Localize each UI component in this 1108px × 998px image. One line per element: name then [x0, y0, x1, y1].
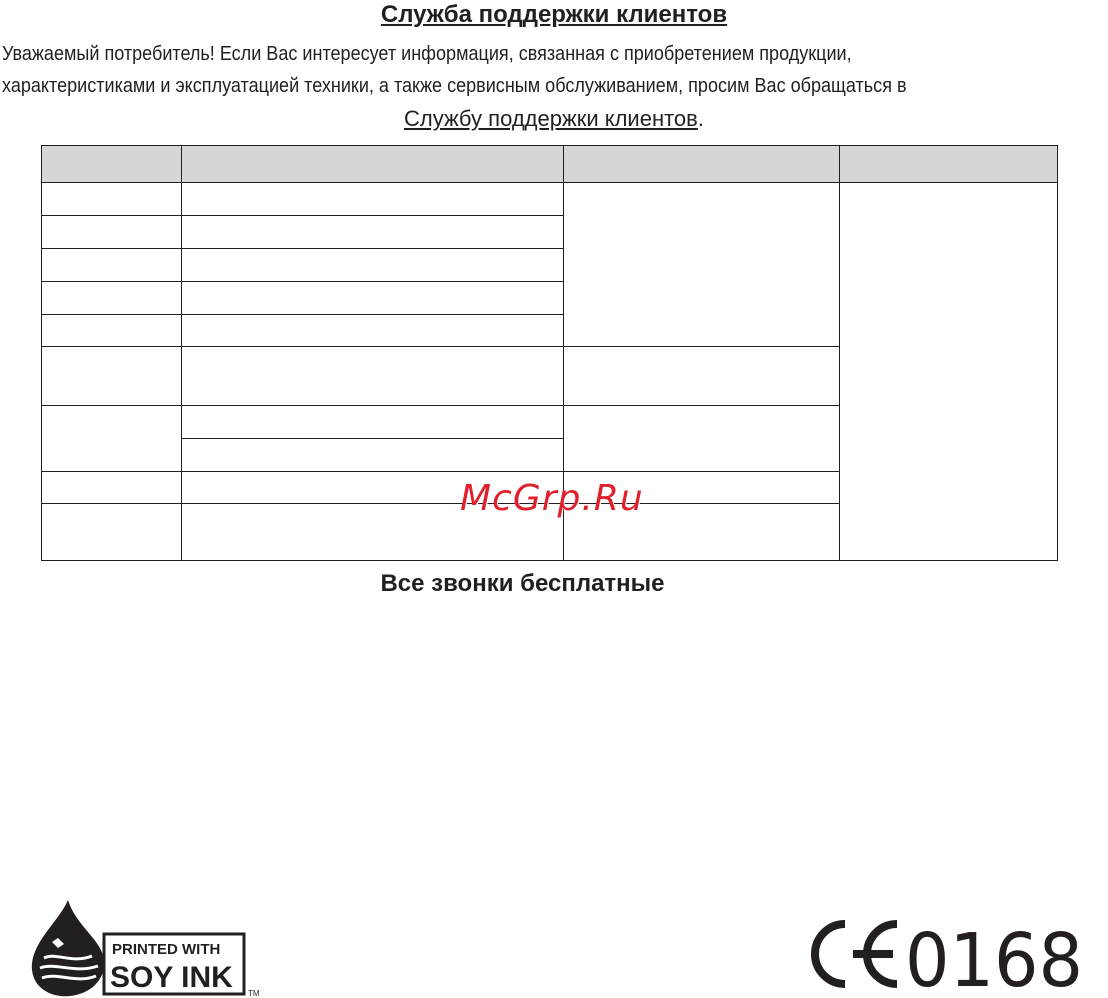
- ce-e-icon: [853, 924, 897, 984]
- table-header-row: [42, 146, 1058, 183]
- table-cell: [42, 282, 182, 315]
- table-cell: [182, 315, 564, 347]
- ce-mark-logo: [793, 918, 1085, 990]
- watermark-text: McGrp.Ru: [460, 478, 644, 519]
- table-cell: [182, 249, 564, 282]
- table-cell: [182, 439, 564, 472]
- support-service-link: Службу поддержки клиентов: [404, 106, 698, 131]
- table-cell: [564, 183, 840, 347]
- intro-line-2: характеристиками и эксплуатацией техники, а также сервисным обслуживанием, просим Вас обращаться в: [2, 74, 907, 97]
- header-cell: [564, 146, 840, 183]
- header-cell: [182, 146, 564, 183]
- table-cell: [564, 406, 840, 472]
- soy-ink-logo: [28, 898, 268, 998]
- table-cell: [182, 183, 564, 216]
- intro-text: [2, 38, 975, 102]
- table-cell: [42, 315, 182, 347]
- intro-period: .: [697, 106, 704, 131]
- table-cell: [840, 183, 1058, 561]
- table-cell: [42, 347, 182, 406]
- intro-line-3: [0, 104, 1108, 134]
- table-cell: [182, 216, 564, 249]
- table-row: [42, 183, 1058, 216]
- table-cell: [182, 282, 564, 315]
- table-cell: [42, 472, 182, 504]
- table-cell: [42, 216, 182, 249]
- table-cell: [42, 183, 182, 216]
- free-calls-note: Все звонки бесплатные: [380, 570, 665, 597]
- table-cell: [182, 347, 564, 406]
- table-cell: [42, 504, 182, 561]
- table-cell: [564, 347, 840, 406]
- table-cell: [42, 249, 182, 282]
- table-cell: [42, 406, 182, 472]
- soy-drop-icon: [32, 900, 104, 996]
- page-title: Служба поддержки клиентов: [380, 1, 728, 28]
- header-cell: [42, 146, 182, 183]
- soy-ink-line-2: SOY INK: [110, 961, 233, 994]
- ce-number: 0168: [905, 918, 1083, 990]
- soy-ink-line-1: PRINTED WITH: [112, 941, 221, 958]
- intro-line-1: Уважаемый потребитель! Если Вас интересует информация, связанная с приобретением продукции,: [2, 42, 852, 65]
- header-cell: [840, 146, 1058, 183]
- soy-ink-tm: TM: [248, 989, 260, 998]
- table-cell: [182, 406, 564, 439]
- ce-c-icon: [815, 924, 845, 984]
